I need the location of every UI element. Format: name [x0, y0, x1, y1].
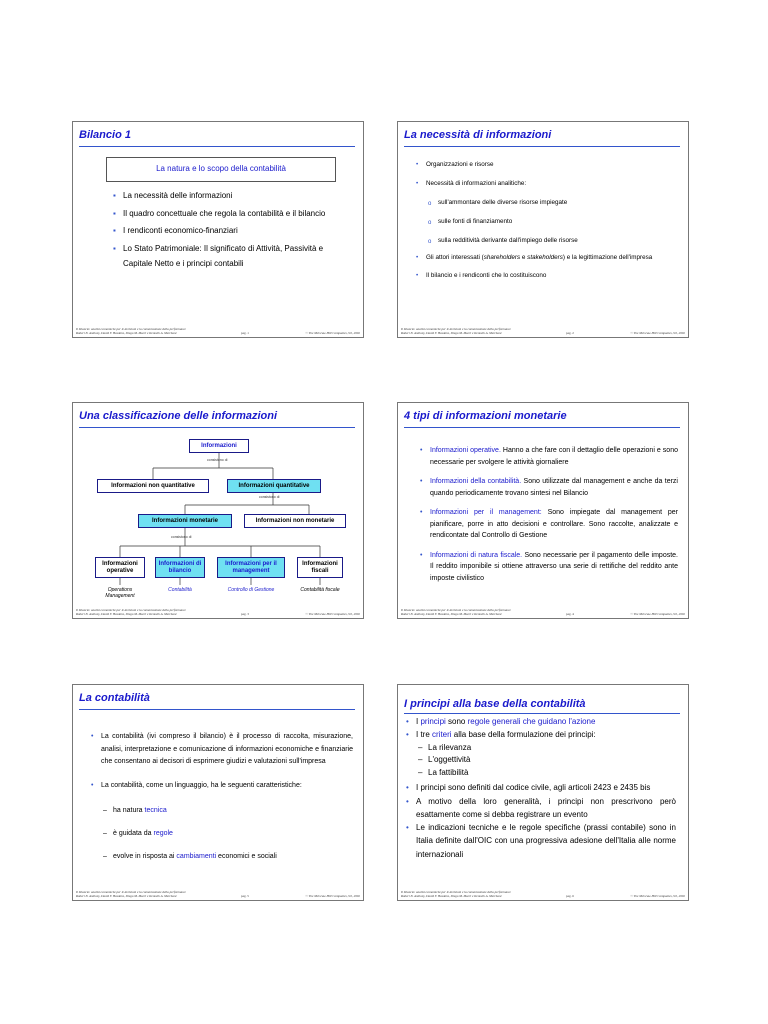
caption-operations: Operations Management: [105, 587, 135, 599]
highlight: tecnica: [144, 806, 167, 814]
highlight: Informazioni operative.: [430, 447, 501, 454]
sub-item: o sulle fonti di finanziamento: [428, 217, 678, 227]
node-non-quantitative: Informazioni non quantitative: [97, 479, 209, 493]
list-item: [420, 445, 678, 468]
title-rule: [79, 146, 355, 147]
boxed-heading: La natura e lo scopo della contabilità: [106, 157, 336, 182]
slide-title: La necessità di informazioni: [404, 129, 552, 141]
footer-line: Robert N. Anthony, David F. Hawkins, Diego M. Macrì e Kenneth A. Merchant: [76, 331, 177, 335]
slide-1: [72, 121, 364, 338]
caption-fiscale: Contabilità fiscale: [300, 587, 340, 593]
dash-item: [103, 804, 353, 817]
list-item: • La contabilità (ivi compreso il bilancio) è il processo di raccolta, misurazione, analisi, interpretazione e comunicazione di informazioni economiche e finanziarie che consentano ai decisori di esprimere giudizi e valutazioni sull'impresa: [91, 731, 353, 769]
slide-title: La contabilità: [79, 692, 150, 704]
dash-item: – L'oggettività: [418, 754, 676, 767]
title-rule: [404, 427, 680, 428]
slide-3: [72, 402, 364, 619]
highlight: Informazioni della contabilità.: [430, 478, 522, 485]
caption-contabilita: Contabilità: [168, 587, 192, 593]
sub-item: o sull'ammontare delle diverse risorse impiegate: [428, 198, 678, 208]
copyright: © The McGraw-Hill Companies, Srl, 2002: [630, 612, 685, 616]
text: ) e la legittimazione dell'impresa: [562, 254, 653, 261]
slide-title: 4 tipi di informazioni monetarie: [404, 410, 567, 422]
text: ha natura: [113, 806, 145, 814]
footer-line: Il bilancio: analisi economiche per le decisioni e la comunicazione della performance: [76, 890, 186, 894]
slide-body: [91, 731, 353, 863]
footer-line: Il bilancio: analisi economiche per le decisioni e la comunicazione della performance: [76, 327, 186, 331]
dash-item: [103, 827, 353, 840]
caption-controllo: Controllo di Gestione: [227, 587, 275, 593]
list-item: ▪ La necessità delle informazioni: [113, 188, 343, 204]
text: I tre: [416, 729, 433, 739]
highlight: criteri: [432, 729, 452, 739]
text: e: [520, 254, 528, 261]
node-fiscali: Informazioni fiscali: [297, 557, 343, 578]
node-quantitative: Informazioni quantitative: [227, 479, 321, 493]
title-rule: [404, 713, 680, 714]
footer-line: Robert N. Anthony, David F. Hawkins, Diego M. Macrì e Kenneth A. Merchant: [401, 331, 502, 335]
list-item: [416, 253, 678, 262]
slide-4: [397, 402, 689, 619]
footer-line: Robert N. Anthony, David F. Hawkins, Diego M. Macrì e Kenneth A. Merchant: [401, 894, 502, 898]
copyright: © The McGraw-Hill Companies, Srl, 2002: [630, 331, 685, 335]
highlight: cambiamenti: [176, 852, 217, 860]
text: sono: [445, 717, 468, 726]
list-item: ▪ Lo Stato Patrimoniale: Il significato di Attività, Passività e Capitale Netto e i principi contabili: [113, 241, 343, 272]
title-rule: [404, 146, 680, 147]
dash-item: [103, 850, 353, 863]
slide-6: [397, 684, 689, 901]
list-item: • Il bilancio e i rendiconti che lo costituiscono: [416, 271, 678, 281]
list-item: [420, 550, 678, 585]
slide-body: [416, 160, 678, 281]
node-management: Informazioni per il management: [217, 557, 285, 578]
highlight: regole generali che guidano l'azione: [467, 717, 596, 726]
page-number: pag. 2: [566, 331, 574, 335]
highlight: Informazioni per il management:: [430, 509, 542, 516]
footer-line: Robert N. Anthony, David F. Hawkins, Diego M. Macrì e Kenneth A. Merchant: [76, 612, 177, 616]
highlight: principi: [420, 717, 446, 726]
copyright: © The McGraw-Hill Companies, Srl, 2002: [305, 612, 360, 616]
dash-item: – La rilevanza: [418, 742, 676, 755]
list-item: [406, 729, 676, 742]
bullet-list: [113, 188, 343, 272]
footer-line: Il bilancio: analisi economiche per le decisioni e la comunicazione della performance: [401, 608, 511, 612]
text: I: [416, 717, 421, 726]
slide-title: Una classificazione delle informazioni: [79, 410, 278, 422]
list-item: • La contabilità, come un linguaggio, ha le seguenti caratteristiche:: [91, 779, 353, 792]
footer-line: Robert N. Anthony, David F. Hawkins, Diego M. Macrì e Kenneth A. Merchant: [401, 612, 502, 616]
copyright: © The McGraw-Hill Companies, Srl, 2002: [630, 894, 685, 898]
list-item: • A motivo della loro generalità, i principi non prescrivono però esattamente come si debba registrare un evento: [406, 795, 676, 821]
text: evolve in risposta ai: [113, 852, 177, 860]
text: Sono impiegate dal management per pianificare, porre in atto decisioni e controllare. Sono raccolte, analizzate e rendicontate dal Controllo di Gestione: [430, 509, 678, 539]
text: stakeholders: [527, 254, 563, 261]
list-item: • Le indicazioni tecniche e le regole specifiche (prassi contabile) sono in Italia definite dall'OIC con una progressiva adesione dell'Italia alle norme internazionali: [406, 821, 676, 862]
footer-line: Il bilancio: analisi economiche per le decisioni e la comunicazione della performance: [401, 327, 511, 331]
text: Sono utilizzate dal management e anche da terzi quando periodicamente trovano sintesi nel Bilancio: [430, 478, 678, 497]
footer-line: Il bilancio: analisi economiche per le decisioni e la comunicazione della performance: [76, 608, 186, 612]
connector-label: consistono di: [259, 495, 280, 499]
page-number: pag. 4: [566, 612, 574, 616]
text: Sono necessarie per il pagamento delle imposte. Il reddito imponibile si ottiene attraverso una serie di rettifiche del reddito ante imposte civilistico: [430, 551, 678, 582]
dash-item: – La fattibilità: [418, 767, 676, 780]
list-item: ▪ I rendiconti economico-finanziari: [113, 223, 343, 239]
text: shareholders: [483, 254, 521, 261]
list-item: [420, 476, 678, 499]
text: Hanno a che fare con il dettaglio delle operazioni e sono necessarie per svolgere le attività giornaliere: [430, 447, 678, 466]
sub-item: o sulla redditività derivante dall'impiego delle risorse: [428, 236, 678, 246]
list-item: • I principi sono definiti dal codice civile, agli articoli 2423 e 2435 bis: [406, 780, 676, 795]
slide-body: [420, 445, 678, 584]
page-number: pag. 1: [241, 331, 249, 335]
footer-line: Il bilancio: analisi economiche per le decisioni e la comunicazione della performance: [401, 890, 511, 894]
list-item: ▪ Il quadro concettuale che regola la contabilità e il bilancio: [113, 206, 343, 222]
footer-line: Robert N. Anthony, David F. Hawkins, Diego M. Macrì e Kenneth A. Merchant: [76, 894, 177, 898]
text: Gli attori interessati (: [426, 254, 484, 261]
page-number: pag. 3: [241, 612, 249, 616]
connector-label: consistono di: [171, 535, 192, 539]
list-item: [406, 716, 676, 729]
node-informazioni: Informazioni: [189, 439, 249, 453]
copyright: © The McGraw-Hill Companies, Srl, 2002: [305, 331, 360, 335]
node-monetarie: Informazioni monetarie: [138, 514, 232, 528]
highlight: Informazioni di natura fiscale.: [430, 551, 523, 559]
slide-title: I principi alla base della contabilità: [404, 698, 586, 710]
text: economici e sociali: [216, 852, 277, 860]
node-operative: Informazioni operative: [95, 557, 145, 578]
node-bilancio: Informazioni di bilancio: [155, 557, 205, 578]
highlight: regole: [153, 829, 173, 837]
copyright: © The McGraw-Hill Companies, Srl, 2002: [305, 894, 360, 898]
node-non-monetarie: Informazioni non monetarie: [244, 514, 346, 528]
text: alla base della formulazione dei principi:: [451, 729, 596, 739]
slide-5: [72, 684, 364, 901]
connector-label: consistono di: [207, 458, 228, 462]
page-number: pag. 6: [566, 894, 574, 898]
title-rule: [79, 709, 355, 710]
list-item: [420, 507, 678, 542]
text: è guidata da: [113, 829, 154, 837]
slide-2: [397, 121, 689, 338]
slide-title: Bilancio 1: [79, 129, 131, 141]
list-item: • Organizzazioni e risorse: [416, 160, 678, 170]
list-item: • Necessità di informazioni analitiche:: [416, 179, 678, 189]
slide-body: [406, 716, 676, 861]
page-number: pag. 5: [241, 894, 249, 898]
